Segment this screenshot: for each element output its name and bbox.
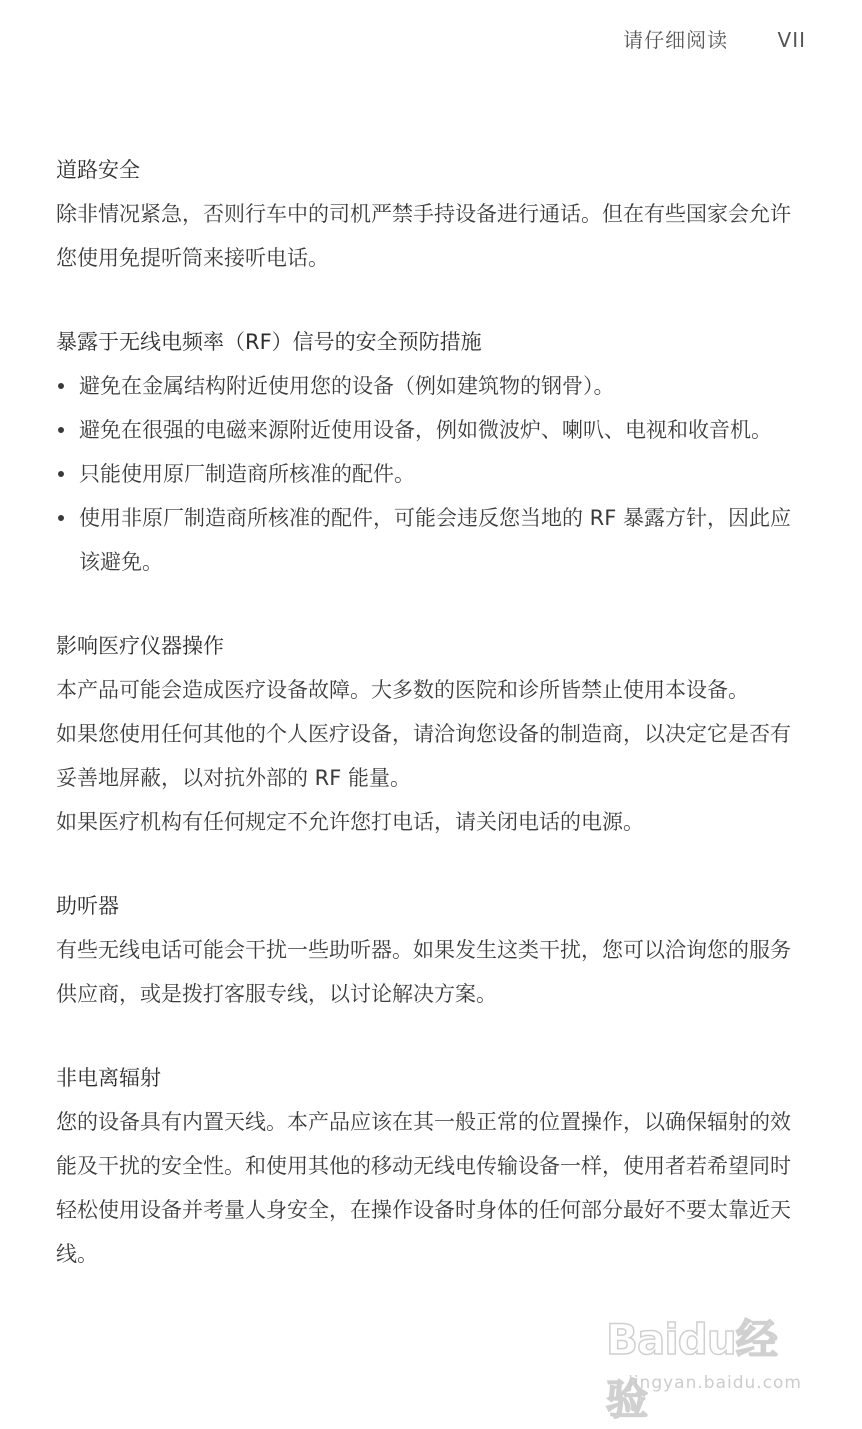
section-rf-exposure <box>56 320 808 584</box>
section-paragraph: 有些无线电话可能会干扰一些助听器。如果发生这类干扰，您可以洽询您的服务供应商，或是拨打客服专线，以讨论解决方案。 <box>56 938 791 1006</box>
section-paragraph: 本产品可能会造成医疗设备故障。大多数的医院和诊所皆禁止使用本设备。 <box>56 678 749 702</box>
section-medical-devices <box>56 624 808 844</box>
section-non-ionizing-radiation <box>56 1056 808 1276</box>
section-paragraph: 如果医疗机构有任何规定不允许您打电话，请关闭电话的电源。 <box>56 810 644 834</box>
section-title: 道路安全 <box>56 158 140 182</box>
header-title: 请仔细阅读 <box>623 28 729 52</box>
bullet-item: 使用非原厂制造商所核准的配件，可能会违反您当地的 RF 暴露方针，因此应该避免。 <box>56 496 808 584</box>
section-road-safety <box>56 148 808 280</box>
section-title: 影响医疗仪器操作 <box>56 634 224 658</box>
baidu-jingyan-watermark <box>606 1307 806 1424</box>
bullet-item: 只能使用原厂制造商所核准的配件。 <box>56 452 808 496</box>
page-content <box>56 148 808 1316</box>
bullet-item: 避免在金属结构附近使用您的设备（例如建筑物的钢骨）。 <box>56 364 808 408</box>
bullet-item: 避免在很强的电磁来源附近使用设备，例如微波炉、喇叭、电视和收音机。 <box>56 408 808 452</box>
section-paragraph: 除非情况紧急，否则行车中的司机严禁手持设备进行通话。但在有些国家会允许您使用免提听筒来接听电话。 <box>56 202 791 270</box>
watermark-logo: Baidu经验 <box>606 1315 777 1424</box>
page-number: VII <box>777 28 806 52</box>
section-paragraph: 如果您使用任何其他的个人医疗设备，请洽询您设备的制造商，以决定它是否有妥善地屏蔽，以对抗外部的 RF 能量。 <box>56 722 791 790</box>
page-header <box>623 24 806 53</box>
section-paragraph: 您的设备具有内置天线。本产品应该在其一般正常的位置操作，以确保辐射的效能及干扰的安全性。和使用其他的移动无线电传输设备一样，使用者若希望同时轻松使用设备并考量人身安全，在操作设备时身体的任何部分最好不要太靠近天线。 <box>56 1110 791 1266</box>
section-title: 非电离辐射 <box>56 1066 161 1090</box>
section-title: 暴露于无线电频率（RF）信号的安全预防措施 <box>56 330 482 354</box>
bullet-list <box>56 364 808 584</box>
watermark-url: jingyan.baidu.com <box>628 1373 802 1393</box>
section-title: 助听器 <box>56 894 119 918</box>
section-hearing-aids <box>56 884 808 1016</box>
